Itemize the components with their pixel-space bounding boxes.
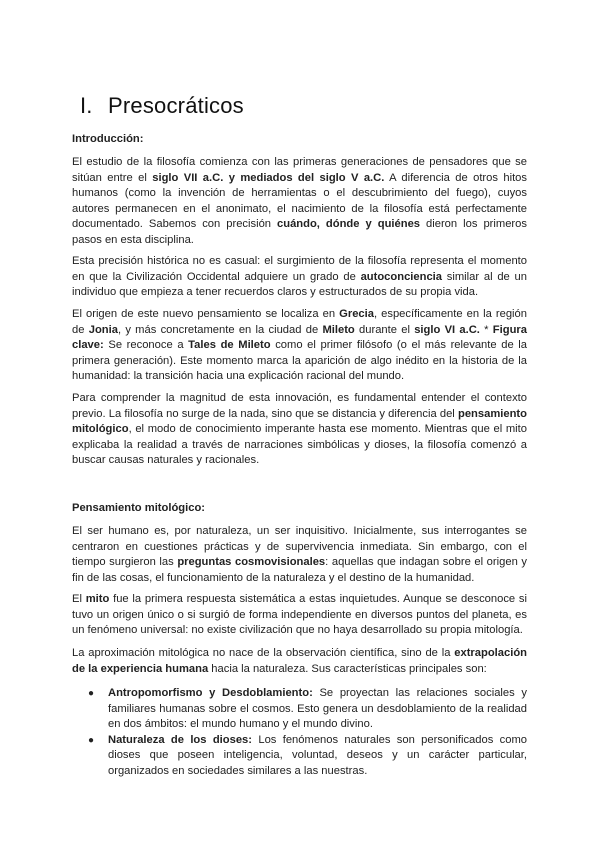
paragraph bbox=[72, 307, 527, 385]
bold-text: Mileto bbox=[322, 323, 355, 336]
paragraph bbox=[72, 391, 527, 469]
text-run: Para comprender la magnitud de esta innovación, es fundamental entender el contexto previo. La filosofía no surge de la nada, sino que se distancia y diferencia del bbox=[72, 392, 527, 420]
bold-text: siglo VI a.C. bbox=[414, 323, 480, 336]
text-run: Los fenómenos naturales son personificados como dioses que poseen inteligencia, voluntad, deseos y un carácter particular, organizados en sociedades similares a las nuestras. bbox=[108, 733, 527, 777]
bold-text: siglo VII a.C. y mediados del siglo V a.C. bbox=[152, 171, 385, 184]
text-run: La aproximación mitológica no nace de la observación científica, sino de la bbox=[72, 647, 455, 659]
paragraph bbox=[72, 592, 527, 639]
characteristics-list bbox=[72, 686, 527, 780]
bold-text: Naturaleza de los dioses: bbox=[108, 733, 252, 746]
list-item bbox=[72, 733, 527, 780]
bold-text: extrapolación de la experiencia humana bbox=[72, 647, 527, 675]
bold-text: preguntas cosmovisionales bbox=[177, 556, 326, 569]
text-run: similar al de un individuo que empieza a tener recuerdos claros y estructurados de su propia vida. bbox=[72, 270, 527, 299]
bold-text: Grecia bbox=[339, 308, 374, 320]
bullet-icon: ● bbox=[88, 688, 95, 699]
title-text: Presocráticos bbox=[108, 93, 244, 118]
bold-text: pensamiento mitológico bbox=[72, 407, 527, 436]
bold-text: Tales de Mileto bbox=[188, 339, 271, 352]
paragraph bbox=[72, 524, 527, 586]
text-run: El bbox=[72, 593, 86, 605]
paragraph bbox=[72, 254, 527, 301]
paragraph bbox=[72, 646, 527, 677]
text-run: dieron los primeros pasos en esta disciplina. bbox=[72, 218, 527, 246]
text-run: El estudio de la filosofía comienza con las primeras generaciones de pensadores que se sitúan entre el bbox=[72, 156, 527, 184]
bold-text: Figura clave: bbox=[72, 323, 527, 352]
bold-text: Jonia bbox=[88, 323, 118, 336]
list-item bbox=[72, 686, 527, 733]
text-run: como el primer filósofo (o el más relevante de la primera generación). Este momento marca la aparición de algo inédito en la historia de la humanidad: la transición hacia una explicación racional del mundo. bbox=[72, 339, 527, 383]
text-run: , específicamente en la región de bbox=[72, 308, 527, 336]
page-title bbox=[80, 93, 244, 119]
text-run: hacia la naturaleza. Sus características principales son: bbox=[208, 662, 487, 675]
text-run: durante el bbox=[354, 323, 415, 336]
bold-text: Antropomorfismo y Desdoblamiento: bbox=[108, 687, 313, 699]
bold-text: mito bbox=[85, 593, 110, 605]
paragraph bbox=[72, 155, 527, 249]
text-run: , y más concretamente en la ciudad de bbox=[117, 323, 323, 336]
text-run: Se proyectan las relaciones sociales y familiares humanas sobre el cosmos. Esto genera un desdoblamiento de la realidad en dos ámbitos: el mundo humano y el mundo divino. bbox=[108, 687, 527, 731]
bullet-icon: ● bbox=[88, 734, 95, 746]
text-run: Esta precisión histórica no es casual: el surgimiento de la filosofía representa el momento en que la Civilización Occidental adquiere un grado de bbox=[72, 255, 527, 283]
text-run: A diferencia de otros hitos humanos (como la invención de herramientas o el descubrimiento del fuego), cuyos autores permanecen en el anonimato, el nacimiento de la filosofía está perfectamente documentado. Sabemos con precisión bbox=[72, 171, 527, 231]
text-run: , el modo de conocimiento imperante hasta ese momento. Mientras que el mito explicaba la realidad a través de narraciones simbólicas y dioses, la filosofía comenzó a buscar causas naturales y racionales. bbox=[72, 423, 527, 467]
text-run: El ser humano es, por naturaleza, un ser inquisitivo. Inicialmente, sus interrogantes se centraron en cuestiones prácticas y de supervivencia inmediata. Sin embargo, con el tiempo surgieron las bbox=[72, 525, 527, 569]
text-run: fue la primera respuesta sistemática a estas inquietudes. Aunque se desconoce si tuvo un origen único o si surgió de forma independiente en diversos puntos del planeta, es un fenómeno universal: no existe civilización que no haya desarrollado su propia mitología. bbox=[72, 593, 527, 637]
bold-text: autoconciencia bbox=[360, 270, 443, 283]
intro-heading: Introducción: bbox=[72, 133, 144, 145]
text-run: El origen de este nuevo pensamiento se localiza en bbox=[72, 308, 340, 320]
title-number: I. bbox=[80, 93, 93, 118]
text-run: : aquellas que indagan sobre el origen y fin de las cosas, el funcionamiento de la naturaleza y el destino de la humanidad. bbox=[72, 556, 527, 584]
text-run: Se reconoce a bbox=[103, 339, 189, 352]
bold-text: cuándo, dónde y quiénes bbox=[277, 218, 421, 231]
text-run: * bbox=[479, 323, 493, 336]
mito-heading: Pensamiento mitológico: bbox=[72, 502, 206, 514]
